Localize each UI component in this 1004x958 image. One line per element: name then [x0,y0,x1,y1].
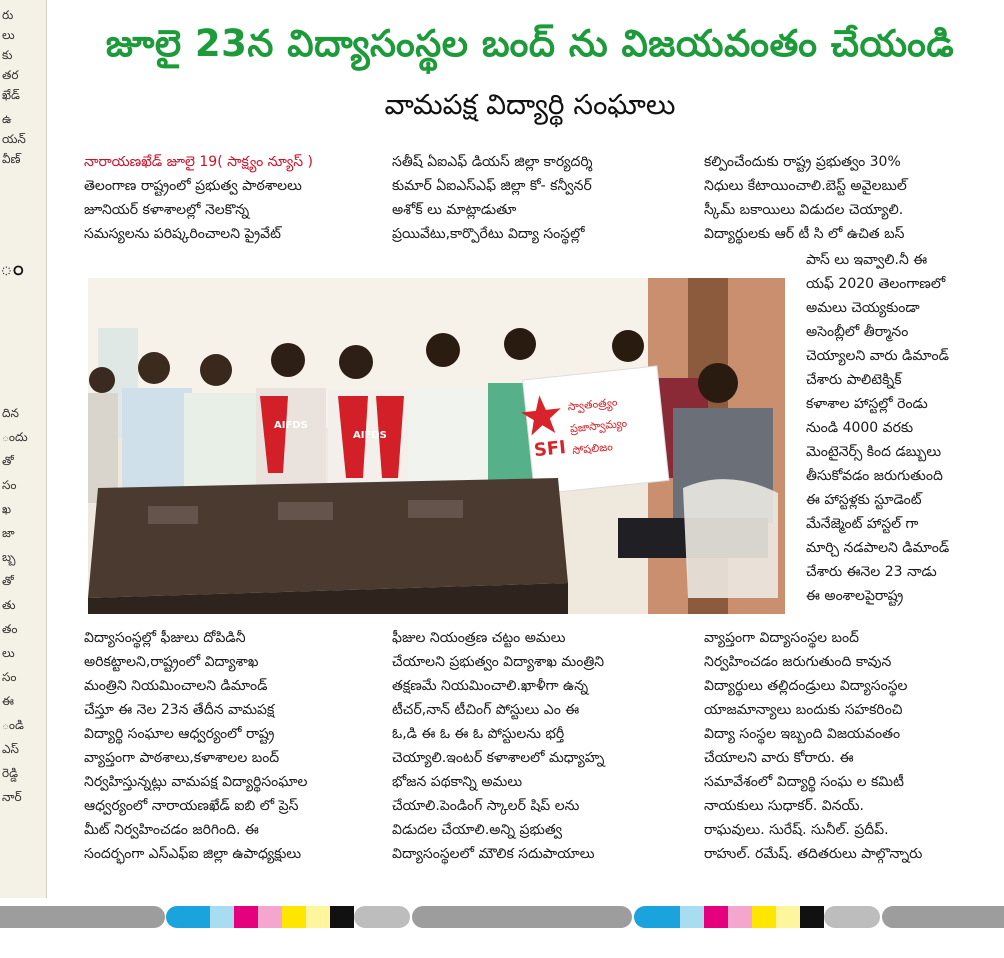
article-line: రాఘవులు. సురేష్. సునీల్. ప్రదీప్. [704,822,889,838]
sidebar-fragment: కు [2,48,13,62]
dateline: నారాయణఖేడ్ జూలై 19( సాక్ష్యం న్యూస్ ) [84,154,313,170]
article-line: నిర్వహిస్తున్నట్లు వామపక్ష విద్యార్థిసంఘాల [84,774,308,790]
article-line: ఈ అంశాలపైరాష్ట్ర [806,588,904,604]
article-column-3-top [704,150,907,246]
article-line: విద్యార్థులు తల్లిదండ్రులు విద్యాసంస్థల [704,678,908,694]
sidebar-fragment: లు [2,28,15,42]
sidebar-fragment: రెడ్డి [2,766,18,780]
article-line: భోజన పథకాన్ని అమలు [392,774,523,790]
article-line: అసెంబ్లీలో తీర్మానం [806,324,909,340]
article-line: వ్యాప్తంగా విద్యాసంస్థల బంద్ [704,630,860,646]
article-line: మార్చి నడపాలని డిమాండ్ [806,540,950,556]
article-line: చేశారు పాలిటెక్నిక్ [806,372,902,388]
article-line: చేస్తూ ఈ నెల 23న తేదీన వామపక్ష [84,702,275,718]
sidebar-fragment: తు [2,598,16,612]
article-line: రాహుల్. రమేష్. తదితరులు పాల్గొన్నారు [704,846,923,862]
sidebar-fragment: నార్ [2,790,22,804]
sidebar-fragment: ఉ [2,112,12,126]
sidebar-fragment: బ్బ [2,550,16,564]
article-column-1-top [84,150,313,246]
article-line: జూనియర్ కళాశాలల్లో నెలకొన్న [84,202,250,218]
sidebar-fragment: యన్ [2,132,26,146]
sfi-logo-text: SFI [532,437,567,462]
article-line: విద్యాసంస్థల్లో ఫీజులు దోపిడినీ [84,630,246,646]
article-line: పాస్ లు ఇవ్వాలి.నీ ఈ [806,252,928,268]
article-line: ప్రయివేటు,కార్పొరేటు విద్యా సంస్థల్లో [392,226,585,242]
article-column-3-bottom [704,626,922,866]
article-line: యాజమాన్యాలు బందుకు సహకరించి [704,702,903,718]
article-line: కళాశాల హాస్టల్లో రెండు [806,396,928,412]
article-line: అశోక్ లు మాట్లాడుతూ [392,202,517,218]
article-line: కల్పించేందుకు రాష్ట్ర ప్రభుత్వం 30% [704,154,901,170]
article-line: స్కీమ్ బకాయిలు విడుదల చెయ్యాలి. [704,202,904,218]
banner-slogan: ప్రజాస్వామ్యం [569,416,628,436]
article-line: విద్యా సంస్థల ఇబ్బంది విజయవంతం [704,726,901,742]
sidebar-fragment: ఈ [2,694,14,708]
article-line: విద్యార్థులకు ఆర్ టీ సి లో ఉచిత బస్ [704,226,905,242]
article-line: విడుదల చేయాలి.అన్ని ప్రభుత్వ [392,822,563,838]
article-line: చేశారు ఈనెల 23 నాడు [806,564,937,580]
print-registration-bar [0,906,1004,928]
sidebar-fragment: ఖ [2,502,12,516]
banner-slogan: స్వాతంత్ర్యం [566,395,618,414]
adjacent-column-strip [0,0,47,898]
article-line: విద్యాసంస్థలలో మౌలిక సదుపాయాలు [392,846,595,862]
article-line: నాయకులు సుధాకర్. వినయ్. [704,798,864,814]
article-line: సమస్యలను పరిష్కరించాలని ప్రైవేట్ [84,226,281,242]
article-line: సందర్భంగా ఎస్ఎఫ్ఐ జిల్లా ఉపాధ్యక్షులు [84,846,302,862]
article-line: విద్యార్థి సంఘాల ఆధ్వర్యంలో రాష్ట్ర [84,726,275,742]
sidebar-fragment: ం [0,256,24,281]
article-line: చెయ్యాలని వారు డిమాండ్ [806,348,949,364]
article-line: చేయాలి.పెండింగ్ స్కాలర్ షిప్ లను [392,798,580,814]
scarf-label: AIFDS [274,420,308,431]
article-line: వ్యాప్తంగా పాఠశాలు,కళాశాలల బంద్ [84,750,280,766]
article-line: చెయ్యాలి.ఇంటర్ కళాశాలలో మధ్యాహ్న [392,750,605,766]
article-column-3-side [806,248,949,608]
article-line: కుమార్ ఏఐఎస్ఎఫ్ జిల్లా కో- కన్వీనర్ [392,178,592,194]
article-line: తక్షణమే నియమించాలి.ఖాళీగా ఉన్న [392,678,589,694]
article-line: యఫ్ 2020 తెలంగాణలో [806,276,946,292]
article-line: నిర్వహించడం జరుగుతుంది కావున [704,654,892,670]
sidebar-fragment: తో [2,454,14,468]
article-line: మేనేజ్మెంట్ హాస్టల్ గా [806,516,919,532]
article-line: చేయాలని వారు కోరారు. ఈ [704,750,854,766]
article-column-2-bottom [392,626,604,866]
article-line: టీచర్,నాన్ టీచింగ్ పోస్టులు ఎం ఈ [392,702,580,718]
sidebar-fragment: ఖేడ్ [2,88,20,102]
article-line: తెలంగాణ రాష్ట్రంలో ప్రభుత్వ పాఠశాలలు [84,178,302,194]
sidebar-fragment: వీణ్ [2,152,21,166]
article-line: నుండి 4000 వరకు [806,420,914,436]
article-column-1-bottom [84,626,307,866]
sidebar-fragment: సం [2,478,17,492]
article-line: సతీష్ ఏఐఎఫ్ డియస్ జిల్లా కార్యదర్శి [392,154,593,170]
article-line: ఈ హాస్టళ్లకు స్టూడెంట్ [806,492,922,508]
article-line: మెంటైనెర్స్ కింద డబ్బులు [806,444,942,460]
article-line: నిధులు కేటాయించాలి.బెస్ట్ అవైలబుల్ [704,178,907,194]
sidebar-fragment: తర [2,68,19,82]
article-line: సమావేశంలో విద్యార్థి సంఘ ల కమిటీ [704,774,904,790]
article-line: మంత్రిని నియమించాలని డిమాండ్ [84,678,268,694]
article-line: ఫీజుల నియంత్రణ చట్టం అమలు [392,630,566,646]
sidebar-fragment: రు [2,8,14,22]
sidebar-fragment: లు [2,646,15,660]
scarf-label: AIFDS [353,430,387,441]
sidebar-fragment: ందు [2,430,28,444]
article-line: మీట్ నిర్వహించడం జరిగింది. ఈ [84,822,259,838]
sidebar-fragment: ండి [2,718,24,732]
article-line: అమలు చెయ్యకుండా [806,300,920,316]
article-line: ఓ,డి ఈ ఓ ఈ ఓ పోస్టులను భర్తీ [392,726,565,742]
banner-slogan: సోషలిజం [571,440,614,458]
sidebar-fragment: ఎస్ [2,742,19,756]
sidebar-fragment: సం [2,670,17,684]
article-line: తీసుకోవడం జరుగుతుంది [806,468,943,484]
sidebar-fragment: దిన [2,406,19,420]
sidebar-fragment: జా [2,526,15,540]
headline: జూలై 23న విద్యాసంస్థల బంద్ ను విజయవంతం చేయండి [105,22,955,65]
sidebar-fragment: తం [2,622,18,636]
subheadline: వామపక్ష విద్యార్థి సంఘాలు [384,88,676,121]
news-photo [88,278,785,614]
article-line: ఆధ్వర్యంలో నారాయణఖేడ్ ఐబి లో ప్రెస్ [84,798,299,814]
article-line: చేయాలని ప్రభుత్వం విద్యాశాఖ మంత్రిని [392,654,605,670]
sidebar-fragment: తో [2,574,14,588]
article-column-2-top [392,150,592,246]
article-line: అరికట్టాలని,రాష్ట్రంలో విద్యాశాఖ [84,654,259,670]
